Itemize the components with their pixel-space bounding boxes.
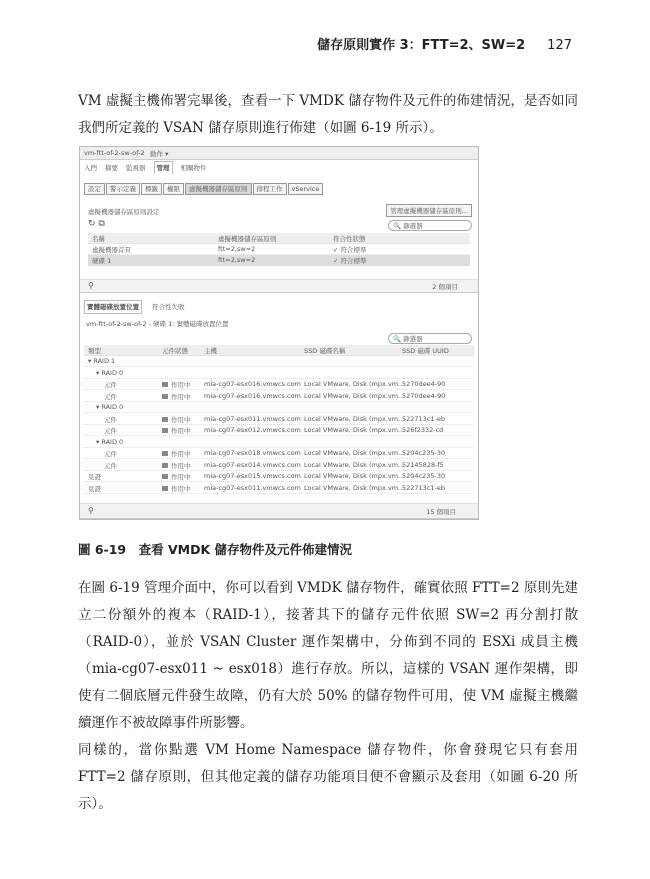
status-icon [162, 394, 168, 399]
cell-type: 元件 [104, 427, 117, 435]
cell-ssd: Local VMware, Disk (mpx.vm... [304, 449, 405, 457]
cell-host: mia-cg07-esx016.vmwcs.com [204, 391, 301, 400]
state-text: 作用中 [171, 461, 191, 470]
page-number: 127 [547, 38, 572, 53]
filter-input[interactable]: 🔍 篩選器 [388, 220, 472, 231]
table-row[interactable] [84, 483, 474, 494]
status-icon [162, 428, 168, 433]
cell-ssd: Local VMware, Disk (mpx.vm... [304, 472, 405, 480]
placement-subtitle: vm-ftt-of-2-sw-of-2 - 硬碟 1: 實體磁碟放置位置 [86, 320, 229, 328]
status-icon [162, 486, 168, 491]
cell-type: 元件 [104, 461, 117, 470]
table-row[interactable] [84, 437, 474, 448]
cell-uuid: 5204c235-30 [402, 449, 446, 457]
cell-uuid: 526f2332-cd [402, 426, 444, 434]
policy-table [84, 233, 474, 273]
filter-placeholder: 篩選器 [403, 222, 423, 230]
body-paragraph-1: 在圖 6-19 管理介面中，你可以看到 VMDK 儲存物件，確實依照 FTT=2 原則先建立二份額外的複本（RAID-1），接著其下的儲存元件依照 SW=2 再分割打散（RAID-0），並於 VSAN Cluster 運作架構中，分佈到不同的 ESXi 成員主機（mia-cg07-esx011 ~ esx018）進行存放。所以，這樣的 VSAN 運作架構，即使有二個底層元件發生故障，仍有大於 50% 的儲存物件可用，使 VM 虛擬主機繼續運作不被故障事件所影響。 [78, 580, 578, 731]
cell-uuid: 522713c1-eb [402, 483, 445, 492]
cell-type: ▾ RAID 1 [88, 357, 116, 365]
cell-status: ✓ 符合標準 [333, 257, 367, 265]
lower-tab-1[interactable]: 符合性失敗 [152, 303, 185, 311]
cell-name: 虛擬機器首頁 [92, 246, 131, 254]
vm-title: vm-ftt-of-2-sw-of-2 [84, 149, 145, 157]
table-header [88, 233, 470, 244]
manage-policies-button[interactable]: 管理虛擬機器儲存區原則... [386, 204, 472, 217]
cell-ssd: Local VMware, Disk (mpx.vm... [304, 460, 405, 469]
lower-filter-input[interactable]: 🔍 篩選器 [388, 333, 472, 344]
subtab-1[interactable]: 警示定義 [106, 183, 140, 195]
tab-2[interactable]: 監視器 [126, 164, 146, 172]
cell-status: ✓ 符合標準 [333, 246, 367, 254]
body-paragraph-2: 同樣的，當你點選 VM Home Namespace 儲存物件，你會發現它只有套用 FTT=2 儲存原則，但其他定義的儲存功能項目便不會顯示及套用（如圖 6-20 所示）。 [78, 742, 578, 812]
status-icon [162, 382, 168, 387]
cell-host: mia-cg07-esx011.vmwcs.com [204, 414, 301, 423]
subtab-4[interactable]: 虛擬機器儲存區原則 [185, 183, 252, 195]
cell-type: ▾ RAID 0 [96, 368, 124, 377]
cell-state [162, 415, 191, 424]
cell-type: 元件 [104, 392, 117, 401]
subtab-0[interactable]: 設定 [84, 183, 105, 195]
chapter-title: 儲存原則實作 3：FTT=2、SW=2 [317, 38, 526, 53]
table-row[interactable] [88, 255, 470, 266]
table-row[interactable] [84, 448, 474, 459]
tab-0[interactable]: 入門 [84, 164, 97, 172]
cell-name: 硬碟 1 [92, 257, 112, 265]
cell-policy: ftt=2,sw=2 [218, 245, 256, 253]
column-header[interactable]: 主機 [204, 347, 217, 355]
tab-1[interactable]: 摘要 [105, 164, 118, 172]
cell-host: mia-cg07-esx016.vmwcs.com [204, 380, 301, 388]
bottom-item-count: 15 個項目 [426, 508, 456, 516]
state-text: 作用中 [171, 427, 191, 435]
table-row[interactable] [84, 391, 474, 402]
intro-paragraph: VM 虛擬主機佈署完畢後，查看一下 VMDK 儲存物件及元件的佈建情況，是否如同我們所定義的 VSAN 儲存原則進行佈建（如圖 6-19 所示）。 [78, 93, 578, 136]
column-header[interactable]: 符合性狀態 [333, 235, 366, 243]
cell-host: mia-cg07-esx018.vmwcs.com [204, 449, 301, 457]
column-header[interactable]: SSD 磁碟 UUID [402, 347, 449, 355]
cell-ssd: Local VMware, Disk (mpx.vm... [304, 380, 405, 388]
column-header[interactable]: 類型 [88, 347, 101, 355]
state-text: 作用中 [171, 473, 191, 481]
status-icon [162, 474, 168, 479]
cell-host: mia-cg07-esx012.vmwcs.com [204, 426, 301, 434]
top-footer [80, 279, 478, 293]
lower-tabs [84, 302, 195, 311]
status-icon [162, 463, 168, 468]
cell-uuid: 522713c1-eb [402, 414, 445, 423]
table-row[interactable] [84, 356, 474, 367]
column-header[interactable]: 名稱 [92, 235, 105, 243]
cell-host: mia-cg07-esx015.vmwcs.com [204, 472, 301, 480]
cell-ssd: Local VMware, Disk (mpx.vm... [304, 483, 405, 492]
status-icon [162, 451, 168, 456]
tab-4[interactable]: 相關物件 [180, 164, 207, 172]
bottom-footer [80, 503, 478, 519]
running-header [317, 34, 572, 53]
figure-caption: 圖 6-19 查看 VMDK 儲存物件及元件佈建情況 [78, 542, 353, 557]
cell-type: ▾ RAID 0 [96, 437, 124, 446]
lower-tab-0[interactable]: 實體磁碟放置位置 [84, 300, 142, 314]
table-row[interactable] [84, 425, 474, 436]
placement-table [80, 345, 478, 495]
cell-host: mia-cg07-esx014.vmwcs.com [204, 460, 301, 469]
table-row[interactable] [84, 460, 474, 471]
cell-type: 元件 [104, 415, 117, 424]
actions-menu[interactable]: 動作 ▾ [150, 150, 169, 158]
table-row[interactable] [84, 368, 474, 379]
subtab-6[interactable]: vService [288, 183, 324, 195]
table-row[interactable] [84, 471, 474, 482]
sub-tabs [84, 184, 324, 193]
top-item-count: 2 個項目 [432, 283, 458, 291]
subtab-5[interactable]: 排程工作 [253, 183, 287, 195]
state-text: 作用中 [171, 381, 191, 389]
state-text: 作用中 [171, 415, 191, 424]
cell-ssd: Local VMware, Disk (mpx.vm... [304, 414, 405, 423]
table-header [84, 345, 474, 356]
binoculars-icon[interactable]: ⚲ [88, 281, 94, 290]
title-bar [80, 147, 478, 160]
table-row[interactable] [88, 244, 470, 255]
cell-uuid: 5270dee4-90 [402, 391, 446, 400]
binoculars-icon[interactable]: ⚲ [88, 506, 94, 515]
cell-type: 元件 [104, 450, 117, 458]
cell-state [162, 380, 191, 389]
table-row[interactable] [84, 414, 474, 425]
cell-policy: ftt=2,sw=2 [218, 256, 256, 264]
status-icon [162, 417, 168, 422]
cell-type: 見證 [88, 484, 101, 493]
cell-type: 元件 [104, 381, 117, 389]
table-row[interactable] [84, 402, 474, 413]
tab-3[interactable]: 管理 [154, 161, 173, 174]
refresh-icon[interactable]: ↻ ⧉ [88, 219, 105, 229]
table-row[interactable] [84, 379, 474, 390]
cell-uuid: 5204c235-30 [402, 472, 446, 480]
subtab-3[interactable]: 權限 [163, 183, 184, 195]
filter-placeholder: 篩選器 [403, 335, 423, 343]
subtab-2[interactable]: 標籤 [141, 183, 162, 195]
cell-state [162, 392, 191, 401]
cell-state [162, 449, 191, 458]
column-header[interactable]: 虛擬機器儲存區原則 [218, 235, 277, 243]
state-text: 作用中 [171, 450, 191, 458]
cell-type: 見證 [88, 473, 101, 481]
column-header[interactable]: 元件狀態 [162, 347, 188, 355]
state-text: 作用中 [171, 484, 191, 493]
cell-type: ▾ RAID 0 [96, 403, 124, 411]
cell-uuid: 52145828-f5 [402, 460, 444, 469]
cell-uuid: 5270dee4-90 [402, 380, 446, 388]
cell-state [162, 426, 191, 435]
cell-state [162, 472, 191, 481]
main-tabs [84, 163, 215, 172]
section-title: 虛擬機器儲存區原則設定 [88, 208, 160, 216]
cell-ssd: Local VMware, Disk (mpx.vm... [304, 426, 405, 434]
column-header[interactable]: SSD 磁碟名稱 [304, 347, 346, 355]
cell-host: mia-cg07-esx011.vmwcs.com [204, 483, 301, 492]
vsphere-screenshot [79, 146, 479, 520]
cell-ssd: Local VMware, Disk (mpx.vm... [304, 391, 405, 400]
state-text: 作用中 [171, 392, 191, 401]
cell-state [162, 461, 191, 470]
cell-state [162, 484, 191, 493]
